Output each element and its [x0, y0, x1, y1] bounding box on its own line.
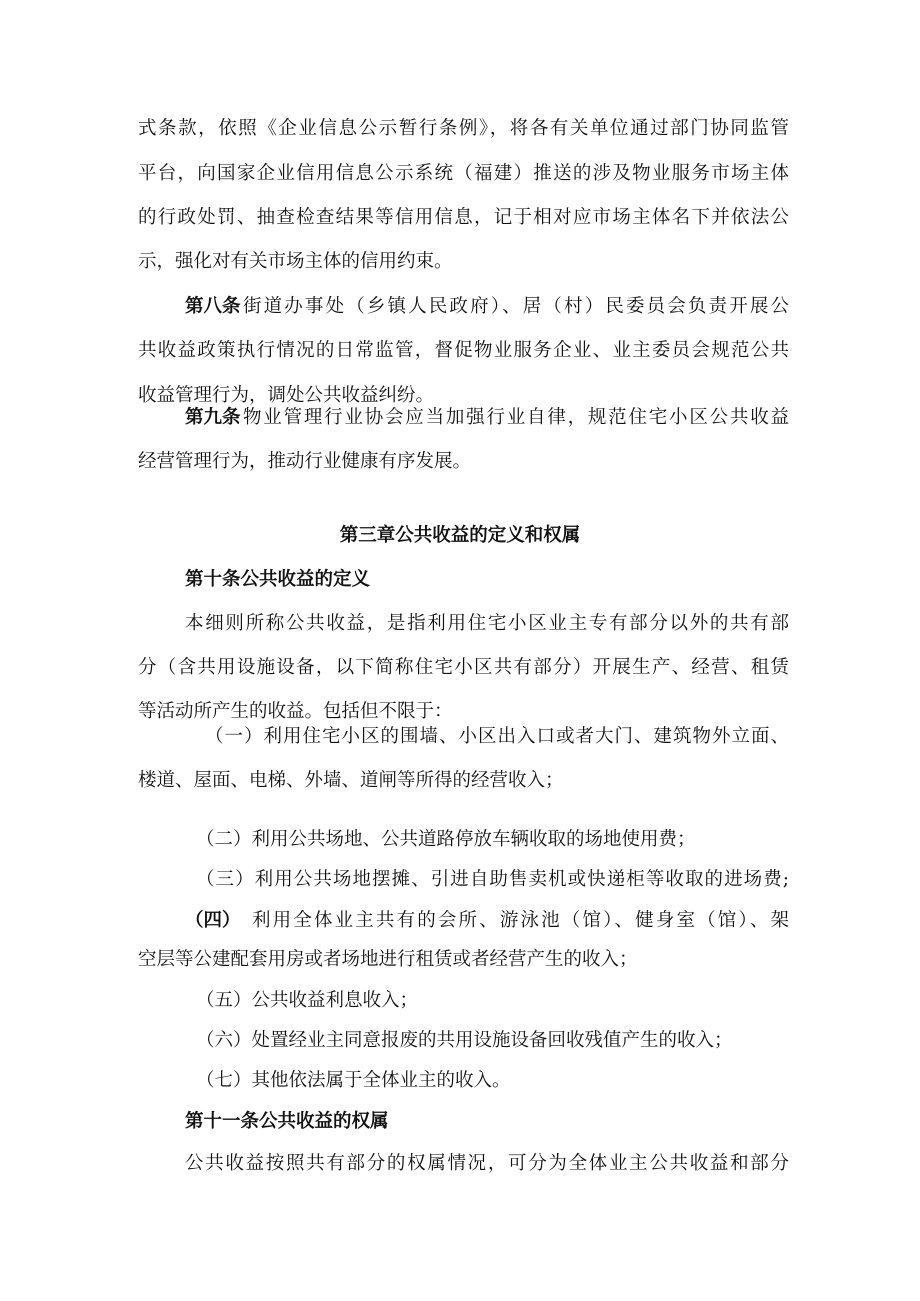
paragraph-line	[0, 154, 920, 194]
paragraph-line	[0, 109, 920, 149]
item-5: （五）公共收益利息收入；	[196, 990, 419, 1011]
paragraph-line	[0, 356, 920, 406]
paragraph-line	[0, 442, 920, 482]
paragraph-line	[0, 1102, 920, 1142]
article8-line-3: 收益管理行为，调处公共收益纠纷。	[138, 385, 435, 406]
article9-line-2: 经营管理行为，推动行业健康有序发展。	[138, 451, 472, 472]
paragraph-line	[0, 672, 920, 722]
paragraph-line	[0, 1144, 920, 1184]
article9-heading: 第九条	[185, 407, 241, 428]
item-4-line-2: 空层等公建配套用房或者场地进行租赁或者经营产生的收入；	[138, 949, 638, 970]
item-3: （三）利用公共场地摆摊、引进自助售卖机或快递柜等收取的进场费;	[196, 869, 789, 890]
list-item	[0, 761, 920, 801]
list-item	[0, 1061, 920, 1101]
article11-heading: 第十一条公共收益的权属	[185, 1111, 389, 1132]
article10-heading: 第十条公共收益的定义	[185, 569, 371, 590]
paragraph-line	[0, 198, 920, 238]
list-item	[0, 717, 920, 757]
article8-first-line	[0, 287, 920, 327]
item-4-number: （四）	[185, 910, 241, 931]
list-item	[0, 820, 920, 860]
item-1-line-1: （一）利用住宅小区的围墙、小区出入口或者大门、建筑物外立面、	[205, 726, 789, 747]
article10-intro-3: 等活动所产生的收益。包括但不限于：	[138, 701, 453, 722]
article11-line-1: 公共收益按照共有部分的权属情况，可分为全体业主公共收益和部分	[185, 1153, 789, 1174]
article8-line-1: 街道办事处（乡镇人民政府）、居（村）民委员会负责开展公	[243, 296, 789, 317]
paragraph-line	[0, 242, 920, 282]
item-4-line-1: 利用全体业主共有的会所、游泳池（馆）、健身室（馆）、架	[252, 910, 789, 931]
item-7: （七）其他依法属于全体业主的收入。	[196, 1070, 511, 1091]
article10-intro-1: 本细则所称公共收益，是指利用住宅小区业主专有部分以外的共有部	[185, 613, 789, 634]
item-1-line-2: 楼道、屋面、电梯、外墙、道闸等所得的经营收入；	[138, 770, 564, 791]
article8-heading: 第八条	[185, 296, 241, 317]
article8-line-2: 共收益政策执行情况的日常监管，督促物业服务企业、业主委员会规范公共	[138, 340, 789, 361]
item-6: （六）处置经业主同意报废的共用设施设备回收残值产生的收入；	[196, 1030, 733, 1051]
article7-line-3: 的行政处罚、抽查检查结果等信用信息，记于相对应市场主体名下并依法公	[138, 207, 789, 228]
article7-line-4: 示，强化对有关市场主体的信用约束。	[138, 251, 453, 272]
article9-line-1: 物业管理行业协会应当加强行业自律，规范住宅小区公共收益	[243, 407, 789, 428]
list-item	[0, 981, 920, 1021]
chapter-title: 第三章公共收益的定义和权属	[339, 525, 581, 546]
article7-line-1: 式条款，依照《企业信息公示暂行条例》，将各有关单位通过部门协同监管	[138, 118, 789, 139]
list-item	[0, 901, 920, 941]
paragraph-line	[0, 560, 920, 600]
list-item	[0, 940, 920, 980]
list-item	[0, 860, 920, 900]
paragraph-line	[0, 604, 920, 644]
item-2: （二）利用公共场地、公共道路停放车辆收取的场地使用费；	[196, 829, 696, 850]
article9-first-line	[0, 398, 920, 438]
article7-line-2: 平台，向国家企业信用信息公示系统（福建）推送的涉及物业服务市场主体	[138, 163, 789, 184]
list-item	[0, 1021, 920, 1061]
article10-intro-2: 分（含共用设施设备，以下简称住宅小区共有部分）开展生产、经营、租赁	[138, 657, 789, 678]
